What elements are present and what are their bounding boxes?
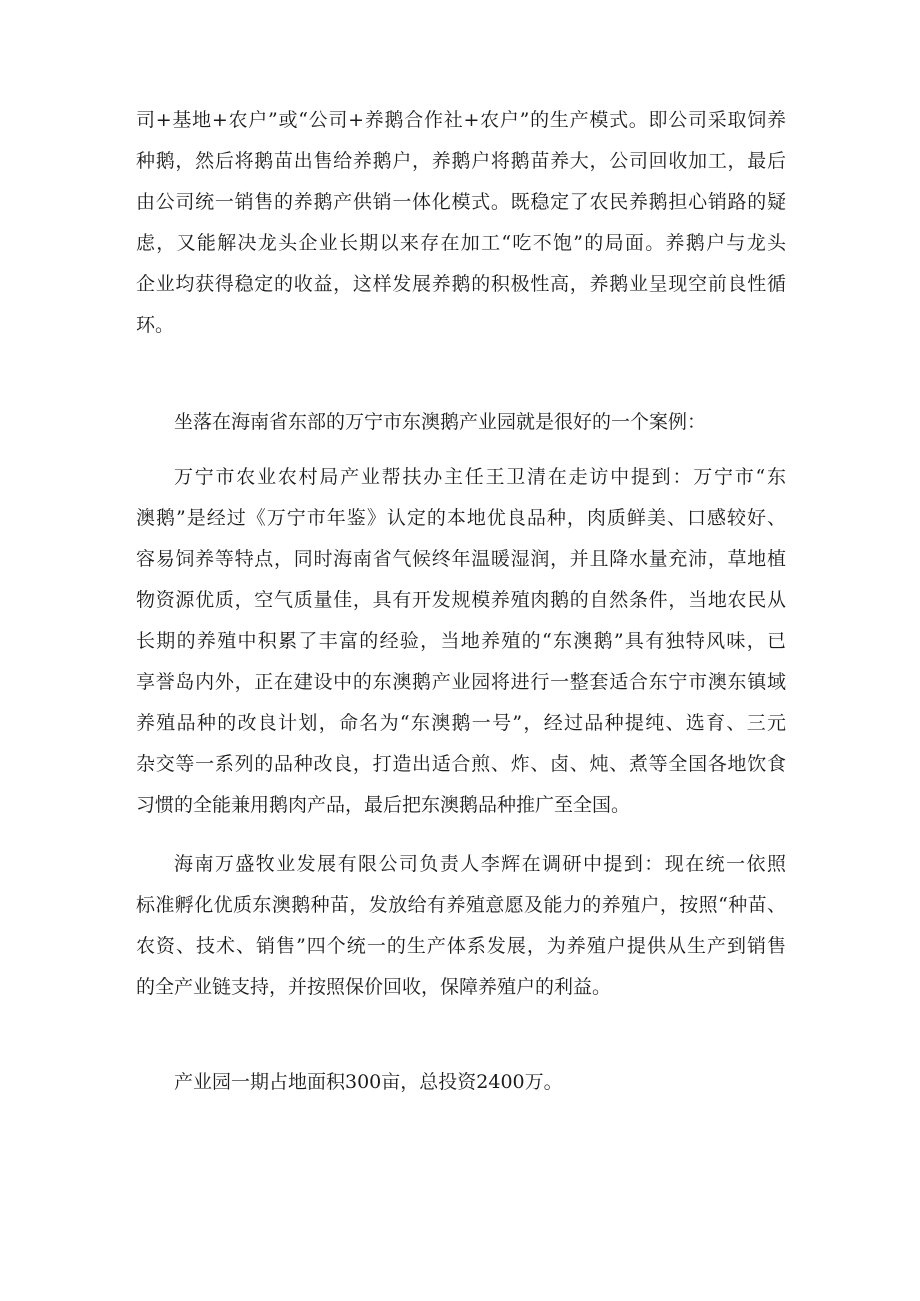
text-line: 容易饲养等特点，同时海南省气候终年温暖湿润，并且降水量充沛，草地植 — [136, 548, 786, 570]
text-line: 坐落在海南省东部的万宁市东澳鹅产业园就是很好的一个案例： — [174, 411, 707, 433]
text-line: 的全产业链支持，并按照保价回收，保障养殖户的利益。 — [136, 976, 612, 998]
text-line: 万宁市农业农村局产业帮扶办主任王卫清在走访中提到：万宁市“东 — [174, 466, 786, 488]
text-line: 澳鹅”是经过《万宁市年鉴》认定的本地优良品种，肉质鲜美、口感较好、 — [136, 507, 786, 529]
text-line: 产业园一期占地面积300亩，总投资2400万。 — [174, 1071, 563, 1093]
text-line: 习惯的全能兼用鹅肉产品，最后把东澳鹅品种推广至全国。 — [136, 794, 631, 816]
paragraph-production-model — [136, 100, 786, 346]
text-line: 企业均获得稳定的收益，这样发展养鹅的积极性高，养鹅业呈现空前良性循 — [136, 273, 786, 295]
text-line: 海南万盛牧业发展有限公司负责人李辉在调研中提到：现在统一依照 — [174, 853, 786, 875]
paragraph-industrial-park — [136, 1062, 786, 1103]
paragraph-wanning-bureau — [136, 457, 786, 826]
text-line: 农资、技术、销售”四个统一的生产体系发展，为养殖户提供从生产到销售 — [136, 935, 786, 957]
text-line: 养殖品种的改良计划，命名为“东澳鹅一号”，经过品种提纯、选育、三元 — [136, 712, 786, 734]
text-line: 由公司统一销售的养鹅产供销一体化模式。既稳定了农民养鹅担心销路的疑 — [136, 191, 786, 213]
text-line: 杂交等一系列的品种改良，打造出适合煎、炸、卤、炖、煮等全国各地饮食 — [136, 753, 786, 775]
text-line: 环。 — [136, 314, 175, 336]
paragraph-wansheng-company — [136, 844, 786, 1008]
text-line: 物资源优质，空气质量佳，具有开发规模养殖肉鹅的自然条件，当地农民从 — [136, 589, 786, 611]
text-line: 标准孵化优质东澳鹅种苗，发放给有养殖意愿及能力的养殖户，按照“种苗、 — [136, 894, 786, 916]
text-line: 长期的养殖中积累了丰富的经验，当地养殖的“东澳鹅”具有独特风味，已 — [136, 630, 786, 652]
paragraph-case-intro — [136, 402, 786, 443]
text-line: 虑，又能解决龙头企业长期以来存在加工“吃不饱”的局面。养鹅户与龙头 — [136, 232, 786, 254]
text-line: 种鹅，然后将鹅苗出售给养鹅户，养鹅户将鹅苗养大，公司回收加工，最后 — [136, 150, 786, 172]
text-line: 司+基地+农户”或“公司+养鹅合作社+农户”的生产模式。即公司采取饲养 — [136, 109, 786, 131]
text-line: 享誉岛内外，正在建设中的东澳鹅产业园将进行一整套适合东宁市澳东镇域 — [136, 671, 786, 693]
